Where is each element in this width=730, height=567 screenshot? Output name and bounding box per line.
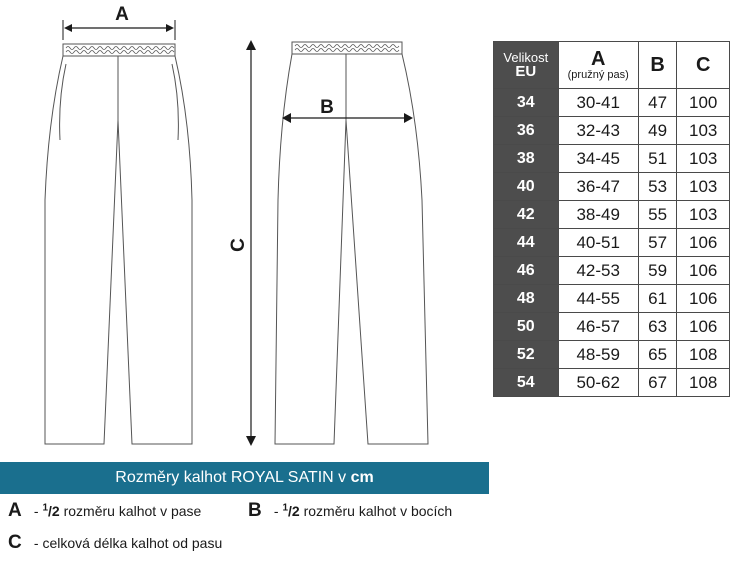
cell-c: 103: [677, 173, 730, 201]
cell-b: 65: [638, 341, 677, 369]
cell-b: 57: [638, 229, 677, 257]
header-a: [558, 42, 638, 89]
cell-a: 46-57: [558, 313, 638, 341]
cell-eu: 44: [494, 229, 559, 257]
legend-b: [248, 500, 452, 522]
cell-a: 40-51: [558, 229, 638, 257]
legend-b-num: 1: [282, 502, 289, 514]
legend-c-text: celková délka kalhot od pasu: [42, 535, 223, 551]
cell-c: 108: [677, 341, 730, 369]
cell-a: 38-49: [558, 201, 638, 229]
trousers-back: [275, 42, 428, 444]
legend-a-den: /2: [48, 503, 60, 519]
table-row: [494, 257, 730, 285]
cell-c: 103: [677, 145, 730, 173]
legend-b-dash: -: [270, 503, 283, 519]
legend-a-text: rozměru kalhot v pase: [59, 503, 202, 519]
table-row: [494, 201, 730, 229]
cell-a: 36-47: [558, 173, 638, 201]
legend-b-den: /2: [288, 503, 300, 519]
dimension-c-label: C: [228, 238, 249, 252]
header-eu-line2: EU: [515, 63, 537, 80]
cell-a: 48-59: [558, 341, 638, 369]
cell-eu: 36: [494, 117, 559, 145]
cell-a: 34-45: [558, 145, 638, 173]
legend-c: [8, 532, 222, 554]
header-eu-size: [494, 42, 559, 89]
legend-b-letter: B: [248, 500, 262, 521]
cell-a: 44-55: [558, 285, 638, 313]
dimension-b-label: B: [320, 97, 334, 118]
banner-unit: cm: [350, 469, 374, 486]
back-body: [275, 54, 428, 444]
dimension-a-label: A: [115, 4, 129, 25]
size-table: [493, 41, 730, 397]
cell-eu: 34: [494, 89, 559, 117]
cell-c: 103: [677, 117, 730, 145]
back-waistband: [292, 42, 402, 54]
size-table-header: [494, 42, 730, 89]
cell-b: 63: [638, 313, 677, 341]
header-a-label: A: [590, 48, 606, 70]
table-row: [494, 341, 730, 369]
table-row: [494, 89, 730, 117]
cell-a: 30-41: [558, 89, 638, 117]
table-row: [494, 173, 730, 201]
legend-b-text: rozměru kalhot v bocích: [299, 503, 453, 519]
cell-c: 103: [677, 201, 730, 229]
table-row: [494, 369, 730, 397]
legend-a-num: 1: [42, 502, 49, 514]
cell-b: 55: [638, 201, 677, 229]
cell-a: 32-43: [558, 117, 638, 145]
cell-b: 61: [638, 285, 677, 313]
cell-b: 51: [638, 145, 677, 173]
table-row: [494, 145, 730, 173]
legend-a-fraction: [42, 503, 59, 519]
legend-c-dash: -: [30, 535, 43, 551]
cell-eu: 50: [494, 313, 559, 341]
legend-c-letter: C: [8, 532, 22, 553]
cell-eu: 54: [494, 369, 559, 397]
cell-eu: 42: [494, 201, 559, 229]
cell-a: 50-62: [558, 369, 638, 397]
cell-eu: 52: [494, 341, 559, 369]
cell-b: 53: [638, 173, 677, 201]
cell-c: 106: [677, 313, 730, 341]
trousers-front: [45, 44, 192, 444]
header-a-sublabel: (pružný pas): [567, 69, 629, 81]
legend-a-letter: A: [8, 500, 22, 521]
banner-text: Rozměry kalhot ROYAL SATIN v: [115, 469, 351, 486]
table-row: [494, 229, 730, 257]
cell-c: 106: [677, 229, 730, 257]
cell-b: 49: [638, 117, 677, 145]
legend-a: [8, 500, 201, 522]
table-row: [494, 117, 730, 145]
cell-b: 59: [638, 257, 677, 285]
cell-eu: 40: [494, 173, 559, 201]
cell-c: 106: [677, 285, 730, 313]
table-row: [494, 313, 730, 341]
header-c: C: [677, 42, 730, 89]
table-row: [494, 285, 730, 313]
title-banner: [0, 462, 489, 494]
cell-eu: 48: [494, 285, 559, 313]
cell-c: 106: [677, 257, 730, 285]
legend-b-fraction: [282, 503, 299, 519]
cell-b: 47: [638, 89, 677, 117]
header-b: B: [638, 42, 677, 89]
cell-eu: 38: [494, 145, 559, 173]
cell-a: 42-53: [558, 257, 638, 285]
cell-c: 100: [677, 89, 730, 117]
front-waistband: [63, 44, 175, 56]
cell-b: 67: [638, 369, 677, 397]
cell-c: 108: [677, 369, 730, 397]
header-eu-line1: Velikost: [503, 50, 549, 65]
cell-eu: 46: [494, 257, 559, 285]
legend-a-dash: -: [30, 503, 43, 519]
